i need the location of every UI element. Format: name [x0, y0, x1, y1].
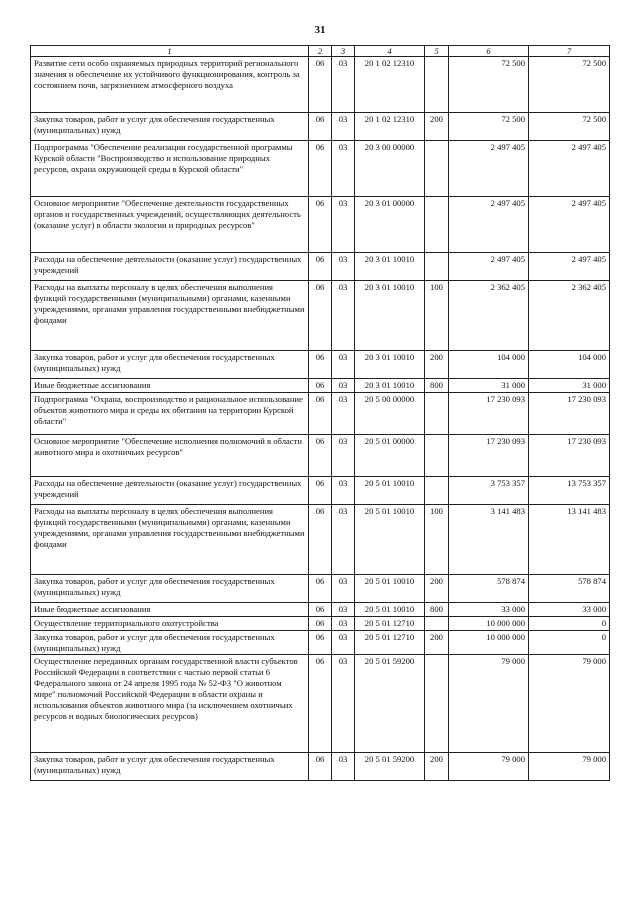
amount-cell-col7: 79 000 [529, 753, 610, 781]
amount-cell-col7: 0 [529, 631, 610, 655]
expense-type-cell [425, 477, 449, 505]
table-row [31, 393, 610, 435]
subsection-cell: 03 [332, 393, 355, 435]
amount-cell-col7: 2 497 405 [529, 253, 610, 281]
section-cell: 06 [309, 197, 332, 253]
target-article-cell: 20 5 01 59200 [355, 655, 425, 753]
subsection-cell: 03 [332, 379, 355, 393]
section-cell: 06 [309, 575, 332, 603]
amount-cell-col6: 2 497 405 [449, 253, 529, 281]
expense-type-cell: 200 [425, 753, 449, 781]
amount-cell-col7: 72 500 [529, 113, 610, 141]
section-cell: 06 [309, 393, 332, 435]
target-article-cell: 20 5 01 10010 [355, 477, 425, 505]
amount-cell-col7: 2 497 405 [529, 197, 610, 253]
amount-cell-col6: 72 500 [449, 57, 529, 113]
table-body [31, 46, 610, 781]
amount-cell-col7: 13 753 357 [529, 477, 610, 505]
section-cell: 06 [309, 435, 332, 477]
expense-type-cell [425, 617, 449, 631]
subsection-cell: 03 [332, 197, 355, 253]
amount-cell-col7: 31 000 [529, 379, 610, 393]
subsection-cell: 03 [332, 753, 355, 781]
target-article-cell: 20 5 01 10010 [355, 575, 425, 603]
amount-cell-col6: 79 000 [449, 753, 529, 781]
amount-cell-col7: 2 362 405 [529, 281, 610, 351]
row-name-cell: Закупка товаров, работ и услуг для обеспечения государственных (муниципальных) нужд [31, 575, 309, 603]
table-header-row [31, 46, 610, 57]
target-article-cell: 20 5 01 59200 [355, 753, 425, 781]
table-row [31, 253, 610, 281]
header-cell: 1 [31, 46, 309, 57]
section-cell: 06 [309, 505, 332, 575]
amount-cell-col7: 33 000 [529, 603, 610, 617]
expense-type-cell: 200 [425, 631, 449, 655]
expense-type-cell [425, 197, 449, 253]
amount-cell-col6: 33 000 [449, 603, 529, 617]
amount-cell-col7: 13 141 483 [529, 505, 610, 575]
row-name-cell: Осуществление переданных органам государственной власти субъектов Российской Федерации в соответствии с частью первой статьи 6 Федерального закона от 24 апреля 1995 года № 52-ФЗ "О животном мире" полномочий Российской Федерации в области охраны и использования объектов животного мира (за исключением охотничьих ресурсов и водных биологических ресурсов) [31, 655, 309, 753]
table-row [31, 113, 610, 141]
expense-type-cell: 800 [425, 379, 449, 393]
amount-cell-col6: 3 141 483 [449, 505, 529, 575]
amount-cell-col6: 2 497 405 [449, 141, 529, 197]
target-article-cell: 20 5 01 12710 [355, 631, 425, 655]
table-row [31, 435, 610, 477]
amount-cell-col7: 0 [529, 617, 610, 631]
row-name-cell: Закупка товаров, работ и услуг для обеспечения государственных (муниципальных) нужд [31, 631, 309, 655]
table-row [31, 505, 610, 575]
amount-cell-col6: 17 230 093 [449, 393, 529, 435]
amount-cell-col7: 2 497 405 [529, 141, 610, 197]
table-row [31, 617, 610, 631]
subsection-cell: 03 [332, 575, 355, 603]
expense-type-cell [425, 141, 449, 197]
section-cell: 06 [309, 753, 332, 781]
section-cell: 06 [309, 617, 332, 631]
table-row [31, 575, 610, 603]
row-name-cell: Закупка товаров, работ и услуг для обеспечения государственных (муниципальных) нужд [31, 113, 309, 141]
subsection-cell: 03 [332, 281, 355, 351]
section-cell: 06 [309, 113, 332, 141]
subsection-cell: 03 [332, 477, 355, 505]
row-name-cell: Расходы на обеспечение деятельности (оказание услуг) государственных учреждений [31, 253, 309, 281]
amount-cell-col6: 31 000 [449, 379, 529, 393]
expense-type-cell: 800 [425, 603, 449, 617]
table-row [31, 351, 610, 379]
expense-type-cell [425, 435, 449, 477]
amount-cell-col7: 17 230 093 [529, 393, 610, 435]
expense-type-cell: 200 [425, 575, 449, 603]
amount-cell-col7: 578 874 [529, 575, 610, 603]
section-cell: 06 [309, 57, 332, 113]
section-cell: 06 [309, 281, 332, 351]
subsection-cell: 03 [332, 603, 355, 617]
subsection-cell: 03 [332, 141, 355, 197]
expense-type-cell: 100 [425, 281, 449, 351]
amount-cell-col7: 72 500 [529, 57, 610, 113]
subsection-cell: 03 [332, 505, 355, 575]
amount-cell-col7: 17 230 093 [529, 435, 610, 477]
header-cell: 7 [529, 46, 610, 57]
subsection-cell: 03 [332, 253, 355, 281]
header-cell: 2 [309, 46, 332, 57]
subsection-cell: 03 [332, 655, 355, 753]
target-article-cell: 20 1 02 12310 [355, 113, 425, 141]
target-article-cell: 20 3 01 10010 [355, 253, 425, 281]
table-row [31, 603, 610, 617]
section-cell: 06 [309, 655, 332, 753]
row-name-cell: Подпрограмма "Охрана, воспроизводство и рациональное использование объектов животного мира и среды их обитания на территории Курской области" [31, 393, 309, 435]
row-name-cell: Развитие сети особо охраняемых природных территорий регионального значения и обеспечение их устойчивого функционирования, контроль за состоянием почв, загрязнением атмосферного воздуха [31, 57, 309, 113]
amount-cell-col6: 17 230 093 [449, 435, 529, 477]
row-name-cell: Осуществление территориального охотустройства [31, 617, 309, 631]
expense-type-cell [425, 393, 449, 435]
section-cell: 06 [309, 477, 332, 505]
row-name-cell: Иные бюджетные ассигнования [31, 379, 309, 393]
row-name-cell: Подпрограмма "Обеспечение реализации государственной программы Курской области "Воспроизводство и использование природных ресурсов, охрана окружающей среды в Курской области" [31, 141, 309, 197]
subsection-cell: 03 [332, 57, 355, 113]
expense-type-cell: 200 [425, 351, 449, 379]
row-name-cell: Закупка товаров, работ и услуг для обеспечения государственных (муниципальных) нужд [31, 753, 309, 781]
section-cell: 06 [309, 631, 332, 655]
target-article-cell: 20 1 02 12310 [355, 57, 425, 113]
table-row [31, 631, 610, 655]
table-row [31, 379, 610, 393]
target-article-cell: 20 3 01 10010 [355, 281, 425, 351]
budget-table [30, 45, 610, 781]
amount-cell-col6: 2 362 405 [449, 281, 529, 351]
row-name-cell: Закупка товаров, работ и услуг для обеспечения государственных (муниципальных) нужд [31, 351, 309, 379]
row-name-cell: Расходы на обеспечение деятельности (оказание услуг) государственных учреждений [31, 477, 309, 505]
amount-cell-col6: 79 000 [449, 655, 529, 753]
table-row [31, 57, 610, 113]
subsection-cell: 03 [332, 631, 355, 655]
section-cell: 06 [309, 253, 332, 281]
subsection-cell: 03 [332, 435, 355, 477]
target-article-cell: 20 5 01 00000 [355, 435, 425, 477]
header-cell: 3 [332, 46, 355, 57]
table-row [31, 141, 610, 197]
amount-cell-col6: 72 500 [449, 113, 529, 141]
amount-cell-col6: 10 000 000 [449, 631, 529, 655]
expense-type-cell: 100 [425, 505, 449, 575]
table-row [31, 655, 610, 753]
subsection-cell: 03 [332, 113, 355, 141]
section-cell: 06 [309, 141, 332, 197]
target-article-cell: 20 5 00 00000 [355, 393, 425, 435]
header-cell: 5 [425, 46, 449, 57]
subsection-cell: 03 [332, 617, 355, 631]
section-cell: 06 [309, 379, 332, 393]
target-article-cell: 20 5 01 10010 [355, 505, 425, 575]
row-name-cell: Расходы на выплаты персоналу в целях обеспечения выполнения функций государственными (муниципальными) органами, казенными учреждениями, органами управления государственными внебюджетными фондами [31, 281, 309, 351]
target-article-cell: 20 5 01 10010 [355, 603, 425, 617]
header-cell: 4 [355, 46, 425, 57]
target-article-cell: 20 3 01 10010 [355, 379, 425, 393]
page-number: 31 [314, 24, 326, 36]
expense-type-cell [425, 57, 449, 113]
row-name-cell: Расходы на выплаты персоналу в целях обеспечения выполнения функций государственными (муниципальными) органами, казенными учреждениями, органами управления государственными внебюджетными фондами [31, 505, 309, 575]
section-cell: 06 [309, 351, 332, 379]
target-article-cell: 20 5 01 12710 [355, 617, 425, 631]
amount-cell-col6: 2 497 405 [449, 197, 529, 253]
amount-cell-col6: 10 000 000 [449, 617, 529, 631]
expense-type-cell: 200 [425, 113, 449, 141]
amount-cell-col6: 578 874 [449, 575, 529, 603]
table-row [31, 477, 610, 505]
subsection-cell: 03 [332, 351, 355, 379]
table-row [31, 753, 610, 781]
expense-type-cell [425, 253, 449, 281]
amount-cell-col6: 3 753 357 [449, 477, 529, 505]
amount-cell-col7: 104 000 [529, 351, 610, 379]
target-article-cell: 20 3 01 10010 [355, 351, 425, 379]
amount-cell-col6: 104 000 [449, 351, 529, 379]
table-row [31, 197, 610, 253]
row-name-cell: Иные бюджетные ассигнования [31, 603, 309, 617]
row-name-cell: Основное мероприятие "Обеспечение деятельности государственных органов и государственных учреждений, осуществляющих деятельность (оказание услуг) в области экологии и природных ресурсов" [31, 197, 309, 253]
amount-cell-col7: 79 000 [529, 655, 610, 753]
expense-type-cell [425, 655, 449, 753]
header-cell: 6 [449, 46, 529, 57]
table-row [31, 281, 610, 351]
target-article-cell: 20 3 00 00000 [355, 141, 425, 197]
target-article-cell: 20 3 01 00000 [355, 197, 425, 253]
row-name-cell: Основное мероприятие "Обеспечение исполнения полномочий в области животного мира и охотничьих ресурсов" [31, 435, 309, 477]
section-cell: 06 [309, 603, 332, 617]
